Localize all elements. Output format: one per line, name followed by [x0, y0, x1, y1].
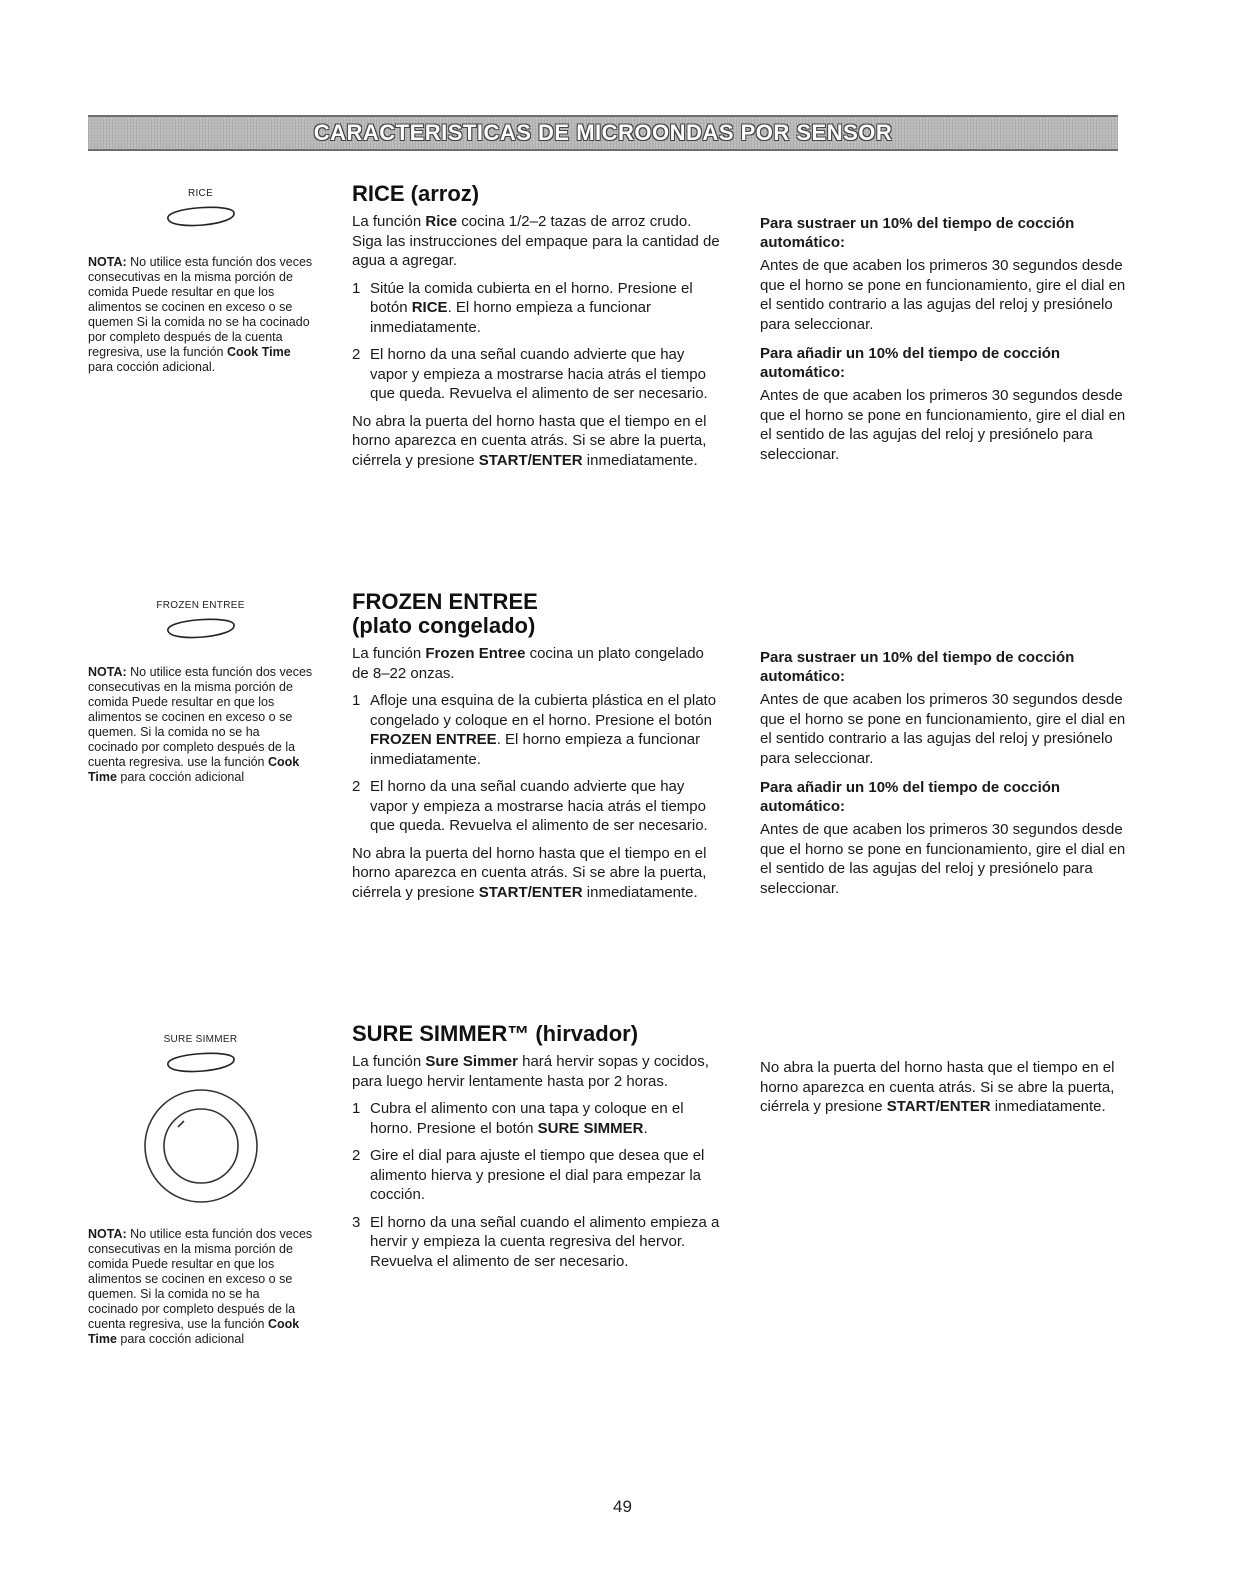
nota-text-end: para cocción adicional	[116, 770, 245, 784]
step-number: 1	[352, 279, 361, 297]
frozen-add-heading: Para añadir un 10% del tiempo de cocción automático:	[760, 779, 1061, 815]
intro-text-end: cocina 1/2–2 tazas de arroz crudo. Siga las instrucciones del empaque para la cantidad de agua a agregar.	[352, 213, 720, 269]
nota-text: No utilice esta función dos veces consecutivas en la misma porción de comida Puede resultar en que los alimentos se cocinen en exceso o se quemen. Si la comida no se ha cocinado por completo después de la cuenta regresiva, use la función	[88, 1227, 313, 1331]
nota-bold: Cook Time	[88, 755, 300, 784]
rice-step-2	[352, 345, 722, 404]
frozen-intro	[352, 644, 722, 683]
rice-key-area	[88, 188, 313, 375]
closing-bold: START/ENTER	[478, 451, 583, 469]
closing-text: No abra la puerta del horno hasta que el tiempo en el horno aparezca en cuenta atrás. Si se abre la puerta, ciérrela y presione	[352, 412, 707, 469]
intro-text: La función	[352, 213, 426, 230]
simmer-closing	[760, 1058, 1130, 1117]
oval-key-icon	[162, 203, 240, 231]
intro-bold: Rice	[425, 213, 458, 230]
intro-text-end: cocina un plato congelado de 8–22 onzas.	[352, 645, 704, 682]
frozen-subtract-heading: Para sustraer un 10% del tiempo de cocción automático:	[760, 649, 1075, 685]
step-text-end: .	[643, 1119, 648, 1137]
frozen-step-1	[352, 691, 722, 769]
nota-text-end: para cocción adicional	[116, 1332, 245, 1346]
rice-nota	[88, 255, 313, 375]
step-number: 2	[352, 346, 361, 363]
step-number: 2	[352, 778, 361, 795]
page-number: 49	[613, 1497, 632, 1516]
intro-text: La función	[352, 645, 426, 662]
intro-bold: Sure Simmer	[425, 1053, 518, 1070]
rice-add-heading: Para añadir un 10% del tiempo de cocción automático:	[760, 345, 1061, 381]
nota-bold: Cook Time	[88, 1317, 300, 1346]
step-bold: SURE SIMMER	[537, 1119, 644, 1137]
simmer-step-1	[352, 1099, 722, 1138]
dial-knob-icon	[136, 1081, 266, 1211]
closing-text-end: inmediatamente.	[582, 451, 698, 469]
rice-key-label: RICE	[187, 188, 214, 199]
intro-bold: Frozen Entree	[425, 645, 526, 662]
oval-key-icon	[162, 1049, 240, 1077]
step-text: El horno da una señal cuando advierte que hay vapor y empieza a mostrarse hacia atrás el tiempo que queda. Revuelva el alimento de ser necesario.	[370, 346, 708, 402]
closing-text-end: inmediatamente.	[990, 1098, 1106, 1115]
closing-text: No abra la puerta del horno hasta que el tiempo en el horno aparezca en cuenta atrás. Si se abre la puerta, ciérrela y presione	[760, 1059, 1115, 1115]
step-text: Afloje una esquina de la cubierta plástica en el plato congelado y coloque en el horno. Presione el botón	[370, 692, 717, 729]
rice-intro	[352, 212, 722, 271]
closing-bold: START/ENTER	[478, 883, 583, 901]
simmer-note	[760, 1058, 1130, 1117]
simmer-step-3	[352, 1213, 722, 1272]
frozen-closing	[352, 844, 722, 903]
intro-text-end: hará hervir sopas y cocidos, para luego hervir lentamente hasta por 2 horas.	[352, 1053, 709, 1090]
step-text: El horno da una señal cuando el alimento empieza a hervir y empieza la cuenta regresiva del hervor. Revuelva el alimento de ser necesario.	[370, 1213, 720, 1270]
simmer-main	[352, 1022, 722, 1279]
step-text: El horno da una señal cuando advierte que hay vapor y empieza a mostrarse hacia atrás el tiempo que queda. Revuelva el alimento de ser necesario.	[370, 778, 708, 834]
rice-step-1	[352, 279, 722, 338]
step-number: 1	[352, 1100, 361, 1117]
step-text: Cubra el alimento con una tapa y coloque en el horno. Presione el botón	[370, 1100, 684, 1137]
step-text: Sitúe la comida cubierta en el horno. Presione el botón	[370, 279, 693, 316]
frozen-adjust	[760, 648, 1130, 898]
rice-subtract-text: Antes de que acaben los primeros 30 segundos desde que el horno se pone en funcionamiento, gire el dial en el sentido contrario a las agujas del reloj y presiónelo para seleccionar.	[760, 257, 1126, 333]
step-bold: RICE	[411, 299, 448, 316]
nota-label: NOTA:	[88, 255, 127, 269]
step-text-end: . El horno empieza a funcionar inmediatamente.	[370, 731, 701, 768]
closing-text-end: inmediatamente.	[582, 883, 698, 901]
rice-add-text: Antes de que acaben los primeros 30 segundos desde que el horno se pone en funcionamiento, gire el dial en el sentido de las agujas del reloj y presiónelo para seleccionar.	[760, 387, 1126, 463]
rice-steps	[352, 279, 722, 404]
frozen-subtract-text: Antes de que acaben los primeros 30 segundos desde que el horno se pone en funcionamiento, gire el dial en el sentido contrario a las agujas del reloj y presiónelo para seleccionar.	[760, 691, 1126, 767]
frozen-heading-2: (plato congelado)	[352, 613, 536, 638]
simmer-key-label: SURE SIMMER	[163, 1034, 238, 1045]
rice-subtract-heading: Para sustraer un 10% del tiempo de cocción automático:	[760, 215, 1075, 251]
frozen-main	[352, 590, 722, 902]
nota-label: NOTA:	[88, 665, 127, 679]
step-number: 1	[352, 692, 361, 709]
intro-text: La función	[352, 1053, 426, 1070]
nota-text: No utilice esta función dos veces consecutivas en la misma porción de comida Puede resultar en que los alimentos se cocinen en exceso o se quemen Si la comida no se ha cocinado por completo después de la cuenta regresiva, use la función	[88, 255, 313, 359]
nota-label: NOTA:	[88, 1227, 127, 1241]
simmer-steps	[352, 1099, 722, 1271]
closing-bold: START/ENTER	[886, 1098, 991, 1115]
nota-bold: Cook Time	[226, 345, 291, 359]
simmer-intro	[352, 1052, 722, 1091]
frozen-steps	[352, 691, 722, 836]
nota-text: No utilice esta función dos veces consecutivas en la misma porción de comida Puede resultar en que los alimentos se cocinen en exceso o se quemen. Si la comida no se ha cocinado por completo después de la cuenta regresiva. use la función	[88, 665, 313, 769]
rice-adjust	[760, 214, 1130, 464]
section-banner	[88, 115, 1118, 151]
rice-heading: RICE (arroz)	[352, 181, 480, 206]
step-number: 2	[352, 1147, 361, 1164]
simmer-step-2	[352, 1146, 722, 1205]
closing-text: No abra la puerta del horno hasta que el tiempo en el horno aparezca en cuenta atrás. Si se abre la puerta, ciérrela y presione	[352, 844, 707, 901]
step-bold: FROZEN ENTREE	[370, 731, 497, 748]
banner-title: CARACTERISTICAS DE MICROONDAS POR SENSOR	[313, 120, 893, 145]
frozen-heading-1: FROZEN ENTREE	[352, 589, 538, 614]
oval-key-icon	[162, 615, 240, 643]
step-text-end: . El horno empieza a funcionar inmediatamente.	[370, 299, 652, 336]
step-text: Gire el dial para ajuste el tiempo que desea que el alimento hierva y presione el dial para empezar la cocción.	[370, 1147, 705, 1203]
frozen-nota	[88, 665, 313, 785]
nota-text-end: para cocción adicional.	[88, 360, 216, 374]
frozen-key-label: FROZEN ENTREE	[156, 600, 245, 611]
rice-main	[352, 182, 722, 470]
simmer-heading: SURE SIMMER™ (hirvador)	[352, 1021, 639, 1046]
frozen-add-text: Antes de que acaben los primeros 30 segundos desde que el horno se pone en funcionamiento, gire el dial en el sentido de las agujas del reloj y presiónelo para seleccionar.	[760, 821, 1126, 897]
frozen-key-area	[88, 600, 313, 785]
step-number: 3	[352, 1213, 361, 1231]
rice-closing	[352, 412, 722, 471]
frozen-step-2	[352, 777, 722, 836]
simmer-nota	[88, 1227, 313, 1347]
simmer-key-area	[88, 1034, 313, 1347]
